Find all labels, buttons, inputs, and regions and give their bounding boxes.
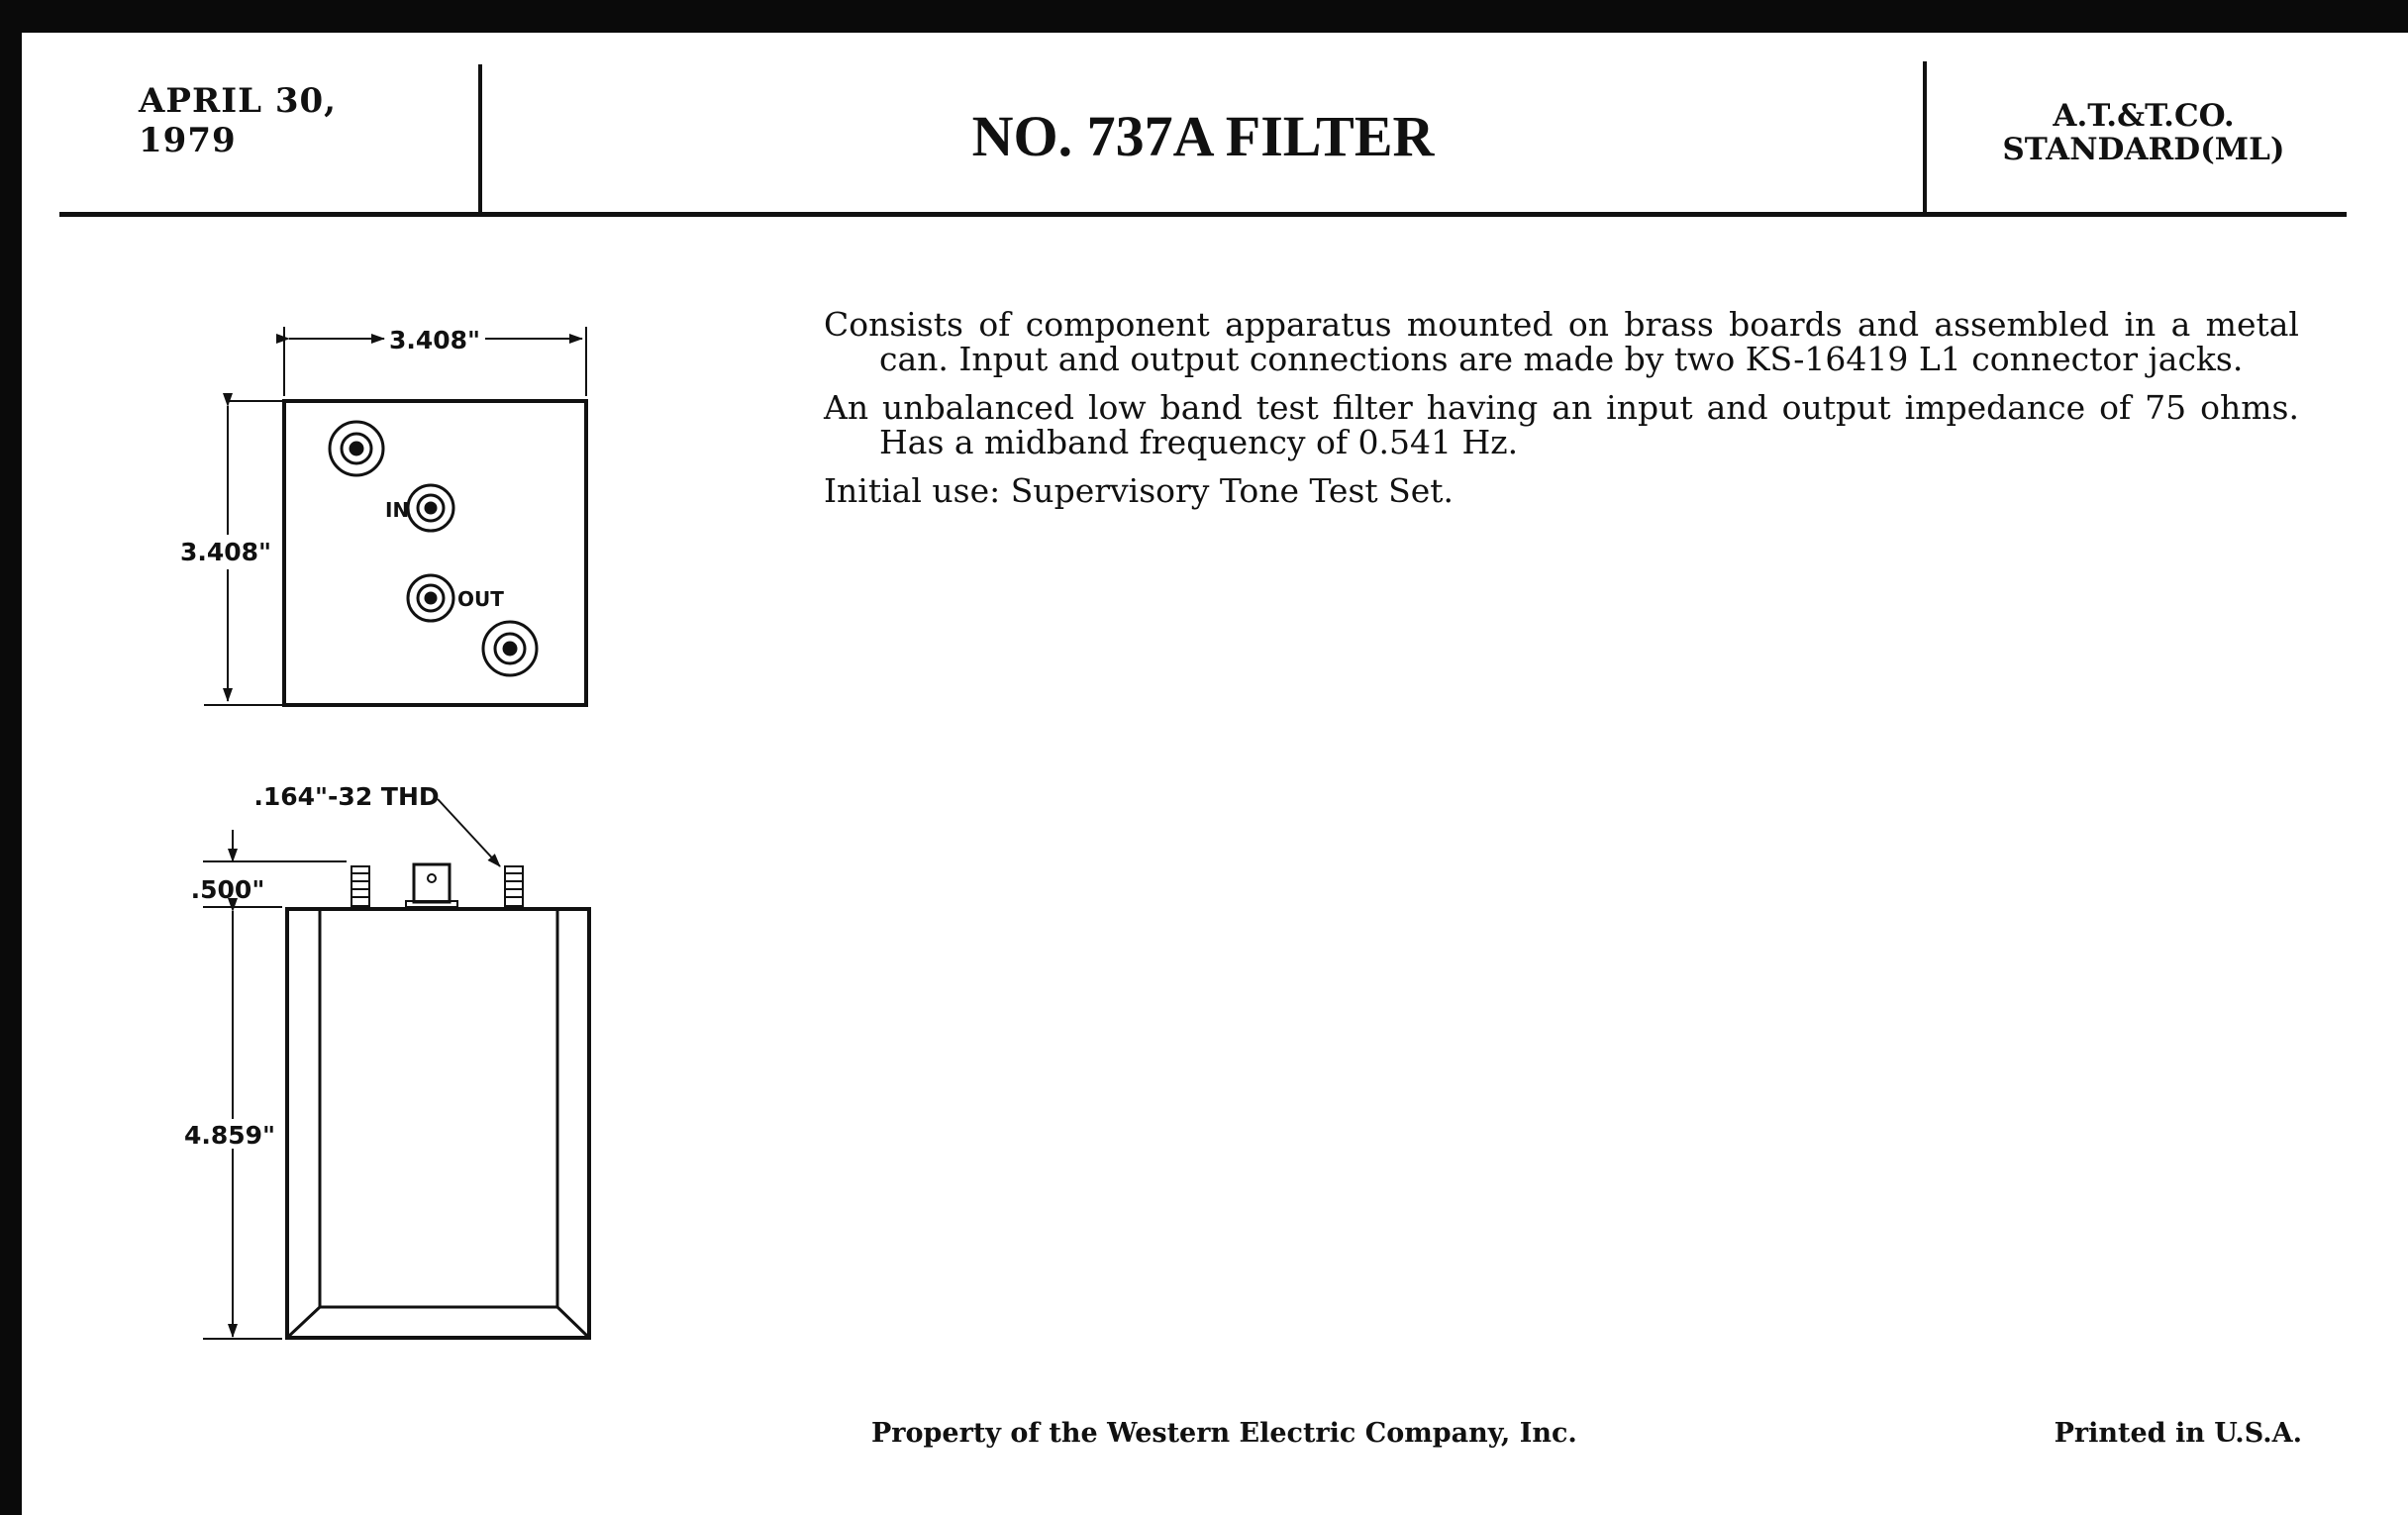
header-divider-right <box>1923 61 1927 212</box>
printed-notice: Printed in U.S.A. <box>2054 1418 2302 1449</box>
jack-in <box>408 485 453 531</box>
description-construction: Consists of component apparatus mounted on brass boards and assembled in a metal can. Input and output connections are made by two KS-16419 L1 connector jacks. <box>824 305 2299 378</box>
property-notice: Property of the Western Electric Company, Inc. <box>871 1418 1577 1449</box>
side-view-outline <box>287 909 589 1338</box>
standard-org: A.T.&T.CO. <box>2053 98 2235 134</box>
standard-block <box>1941 99 2347 166</box>
issue-date: APRIL 30, 1979 <box>139 81 338 160</box>
description-characteristics: An unbalanced low band test filter having an input and output impedance of 75 ohms. Has a midband frequency of 0.541 Hz. <box>824 388 2299 461</box>
page-title: NO. 737A FILTER <box>971 104 1435 168</box>
body-height-dimension: 4.859" <box>183 1121 276 1150</box>
description-initial-use: Initial use: Supervisory Tone Test Set. <box>824 471 1455 510</box>
standard-designation: STANDARD(ML) <box>2002 132 2285 167</box>
jack-out <box>408 575 453 621</box>
top-width-dimension: 3.408" <box>388 326 481 354</box>
description <box>824 307 2299 522</box>
jack-bottom-right <box>483 622 537 675</box>
out-jack-label: OUT <box>457 587 504 611</box>
filter-dimension-drawing <box>158 307 653 1357</box>
thread-callout: .164"-32 THD <box>253 782 440 811</box>
in-jack-label: IN <box>385 498 410 522</box>
header-divider-left <box>478 64 482 213</box>
top-height-dimension: 3.408" <box>179 538 272 566</box>
header-rule <box>59 212 2347 217</box>
stud-height-dimension: .500" <box>190 875 265 904</box>
jack-top-left <box>330 422 383 475</box>
